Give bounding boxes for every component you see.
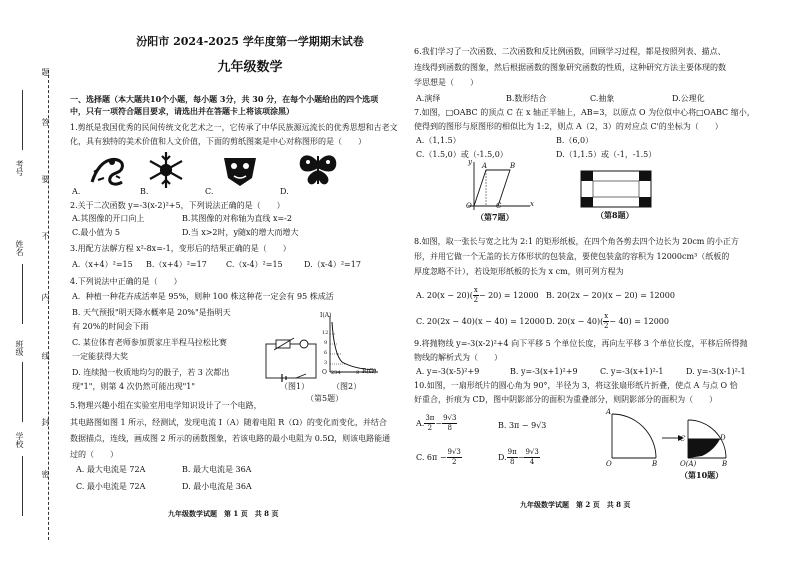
q9-option-a[interactable]: A. y=-3(x-5)²+9: [416, 367, 480, 376]
q10-d-frac2: [524, 448, 539, 467]
q10-label-o: O: [606, 460, 612, 468]
q4-option-d-line1[interactable]: D. 连续抛一枚质地均匀的骰子，若 3 次都出: [72, 368, 230, 377]
binding-char-da: 答: [41, 118, 50, 126]
q3-option-d[interactable]: D.（x-4）²=17: [304, 260, 361, 269]
q2-stem: 2.关于二次函数 y=-3(x-2)²+5，下列说法正确的是（ ）: [70, 201, 285, 210]
q10-a-frac2-den: 8: [447, 424, 453, 432]
binding-char-ti: 题: [41, 68, 50, 76]
q1-option-d[interactable]: D.: [280, 187, 289, 196]
q3-option-b[interactable]: B.（x+4）²=17: [146, 260, 207, 269]
q9-line1: 9.将抛物线 y=-3(x-2)²+4 向下平移 5 个单位长度，再向左平移 3 个单位长度，平移后所得抛: [414, 339, 748, 348]
q5-line3: 数据描点，连线，画成图 2 所示的函数图象，若该电路的最小电阻为 0.5Ω，则该电路能通: [70, 434, 391, 443]
q5-axis-r-label: R(Ω): [362, 368, 377, 375]
q10-line1: 10.如图，一扇形纸片的圆心角为 90°，半径为 3，将这张扇形纸片折叠，使点 A 与点 O 恰: [414, 381, 738, 390]
q1-papercut-mask-icon: [220, 152, 260, 188]
q10-d-frac2-num: 9√3: [525, 448, 539, 456]
q10-figure-caption: （第10题）: [680, 470, 724, 480]
q10-a-frac1-num: 3π: [425, 414, 435, 422]
q8-a-pre: A. 20(x − 20)(: [416, 291, 473, 300]
q10-c-frac-num: 9√3: [447, 448, 461, 456]
q5-fig1-caption: （图1）: [280, 382, 310, 391]
label-xuexiao: 学校: [15, 432, 24, 448]
page2-footer: 九年级数学试题 第 2 页 共 8 页: [520, 500, 631, 509]
q7-label-y: y: [468, 158, 472, 166]
q10-a-frac1: [424, 414, 435, 433]
q1-line1: 1.剪纸是我国优秀的民间传统文化艺术之一，它传承了中华民族源远流长的优秀思想和古老文: [70, 123, 398, 132]
q6-option-c[interactable]: C.抽象: [590, 94, 615, 103]
q5-tick-9: 9: [324, 340, 328, 346]
q10-a-frac2: [442, 414, 457, 433]
binding-char-mi: 密: [41, 470, 50, 478]
q8-option-c[interactable]: C. 20(2x − 40)(x − 40) = 12000: [416, 317, 545, 326]
q9-option-c[interactable]: C. y=-3(x+1)²-1: [600, 367, 664, 376]
q7-label-a: A: [482, 162, 488, 170]
q10-a-frac2-num: 9√3: [443, 414, 457, 422]
q4-stem: 4.下列说法中正确的是（ ）: [70, 277, 182, 286]
q8-a-frac-num: x: [473, 286, 478, 294]
q8-line1: 8.如图，取一张长与宽之比为 2:1 的矩形纸板，在四个角各剪去四个边长为 20cm 的小正方: [414, 237, 739, 246]
q10-d-frac2-den: 4: [529, 458, 535, 466]
q7-label-x: x: [530, 200, 534, 208]
q7-line1: 7.如图，□OABC 的顶点 C 在 x 轴正半轴上，AB=3，以原点 O 为位似中心将□OABC 缩小，: [414, 108, 755, 117]
q4-option-b-line1[interactable]: B. 天气预报"明天降水概率是 20%"是指明天: [72, 308, 231, 317]
q10-option-a[interactable]: [416, 414, 457, 433]
q7-label-c: C: [496, 202, 502, 210]
q4-option-b-line2: 有 20%的时间会下雨: [72, 322, 149, 331]
field-kaohao[interactable]: [22, 90, 23, 150]
q8-a-post: − 20) = 12000: [478, 291, 539, 300]
q1-papercut-butterfly-icon: [296, 150, 340, 188]
label-xingming: 姓名: [15, 240, 24, 256]
q10-label-c: C: [680, 435, 686, 443]
binding-char-bu: 不: [41, 232, 50, 240]
q8-a-frac-den: 2: [473, 296, 479, 304]
q5-tick-6: 6: [324, 350, 328, 356]
q5-line2: 其电路图如图 1 所示，经测试，发现电流 I（A）随着电阻 R（Ω）的变化而变化，并结合: [70, 418, 387, 427]
q7-option-a[interactable]: A.（1,1.5）: [416, 136, 461, 145]
q1-option-b[interactable]: B.: [140, 187, 149, 196]
q2-option-b[interactable]: B.其图像的对称轴为直线 x=-2: [182, 214, 292, 223]
q5-circuit-diagram: [262, 340, 322, 386]
q6-option-a[interactable]: A.演绎: [416, 94, 441, 103]
q6-option-b[interactable]: B.数形结合: [506, 94, 547, 103]
q8-d-post: − 40) = 12000: [609, 317, 669, 326]
q5-axis-i-label: I(A): [320, 312, 332, 319]
q10-option-c[interactable]: [416, 448, 462, 467]
q10-d-pre: D.: [498, 453, 507, 462]
q5-tick-3: 3: [324, 360, 328, 366]
field-banji[interactable]: [22, 362, 23, 422]
q10-d-frac1: [507, 448, 518, 467]
q5-option-c[interactable]: C. 最小电流是 72A: [76, 482, 146, 491]
q8-line2: 形，并用它做一个无盖的长方体形状的包装盒，要使包装盒的容积为 12000cm³（纸板的: [414, 252, 730, 261]
q5-option-b[interactable]: B. 最大电流是 36A: [182, 465, 252, 474]
q6-line2: 连线得到函数的图象，然后根据函数的图象研究函数的性质，这种研究方法主要体现的数: [414, 63, 726, 72]
q5-origin-label: O: [322, 369, 327, 376]
q4-option-a[interactable]: A．种植一种花卉成活率是 95%，则种 100 株这种花一定会有 95 株成活: [72, 292, 334, 301]
q8-d-frac-num: x: [604, 312, 609, 320]
label-banji: 班级: [15, 340, 24, 356]
q1-papercut-dragon-icon: [88, 152, 128, 188]
q4-option-c-line2: 一定能获得大奖: [72, 352, 128, 361]
q5-tick-12: 12: [322, 330, 329, 336]
q3-option-a[interactable]: A.（x+4）²=15: [72, 260, 133, 269]
q2-option-a[interactable]: A.其图像的开口向上: [72, 214, 145, 223]
exam-title: 汾阳市 2024-2025 学年度第一学期期末试卷: [136, 35, 364, 48]
q10-a-pre: A.: [416, 419, 425, 428]
q10-label-oa: O(A): [680, 460, 697, 468]
q10-line2: 好重合，折痕为 CD，图中阴影部分的面积为重叠部分，则阴影部分的面积为（ ）: [414, 395, 718, 404]
q7-option-c[interactable]: C.（1.5,0）或（-1.5,0）: [416, 150, 508, 159]
q5-line1: 5.物理兴趣小组在实验室用电学知识设计了一个电路，: [70, 401, 262, 410]
q6-line3: 学思想是（ ）: [414, 78, 478, 87]
q9-option-d[interactable]: D. y=-3(x-1)²-1: [686, 367, 746, 376]
q7-label-b: B: [510, 162, 516, 170]
q9-line2: 物线的解析式为（ ）: [414, 353, 502, 362]
q6-line1: 6.我们学习了一次函数、二次函数和反比例函数，回顾学习过程，都是按照列表、描点、: [414, 47, 726, 56]
q10-c-frac-den: 2: [451, 458, 457, 466]
field-xuexiao[interactable]: [22, 456, 23, 516]
section-heading-line2: 中，只有一项符合题目要求，请选出并在答题卡上将该项涂黑）: [70, 106, 294, 116]
q7-option-d[interactable]: D.（1,1.5）或（-1，-1.5）: [556, 150, 657, 159]
q4-option-d-line2: 现"1"，则第 4 次仍然可能出现"1": [72, 382, 196, 391]
binding-char-xian: 线: [41, 352, 50, 360]
q10-label-b: B: [652, 460, 658, 468]
q1-option-a[interactable]: A.: [72, 187, 81, 196]
q7-label-o: O: [466, 202, 472, 210]
q9-option-b[interactable]: B. y=-3(x+1)²+9: [510, 367, 578, 376]
q10-label-b2: B: [722, 460, 728, 468]
q2-option-d[interactable]: D.当 x>2时，y随x的增大而增大: [182, 228, 299, 237]
q10-c-frac: [447, 448, 462, 467]
q5-figure-caption: （第5题）: [306, 394, 344, 403]
q3-option-c[interactable]: C.（x-4）²=15: [226, 260, 283, 269]
q7-option-b[interactable]: B.（6,0）: [556, 136, 594, 145]
q10-option-d[interactable]: [498, 448, 540, 467]
q1-line2: 化，具有独特的美术价值和人文价值，下面的剪纸图案是中心对称图形的是（ ）: [70, 137, 366, 146]
page1-footer: 九年级数学试题 第 1 页 共 8 页: [168, 509, 279, 518]
q7-line2: 使得到的图形与原图形的相似比为 1:2，则点 A（2，3）的对应点 C'的坐标为（ ）: [414, 122, 723, 131]
q1-papercut-snowflake-icon: [146, 150, 186, 190]
binding-char-feng: 封: [41, 418, 50, 426]
q5-option-d[interactable]: D. 最小电流是 36A: [182, 482, 252, 491]
field-xingming[interactable]: [22, 264, 23, 324]
exam-subject: 九年级数学: [217, 60, 283, 75]
q7-figure-caption: （第7题）: [476, 212, 514, 222]
q2-option-c[interactable]: C.最小值为 5: [72, 228, 121, 237]
q5-fig2-caption: （图2）: [332, 382, 362, 391]
q10-label-a: A: [606, 408, 612, 416]
q6-option-d[interactable]: D.公理化: [672, 94, 705, 103]
q10-option-b[interactable]: B. 3π − 9√3: [498, 421, 547, 430]
binding-char-nei: 内: [41, 293, 50, 301]
q8-d-frac-den: 2: [603, 322, 609, 330]
q8-line3: 厚度忽略不计），若设矩形纸板的长为 x cm，则可列方程为: [414, 267, 624, 276]
q5-ticks-x: 234: [331, 370, 341, 376]
q8-option-a[interactable]: [416, 286, 539, 305]
q10-a-mid: −: [435, 419, 443, 428]
q5-option-a[interactable]: A. 最大电流是 72A: [76, 465, 146, 474]
q8-option-d[interactable]: [546, 312, 669, 331]
q10-d-mid: −: [517, 453, 525, 462]
section-heading-line1: 一、选择题（本大题共10个小题，每小题 3分，共 30 分，在每个小题给出的四个选项: [70, 94, 379, 104]
q3-stem: 3.用配方法解方程 x²-8x=-1，变形后的结果正确的是（ ）: [70, 244, 291, 253]
q5-line4: 过的（ ）: [70, 450, 118, 459]
q8-box-net-figure: [580, 170, 652, 210]
q10-label-d: D: [720, 434, 726, 442]
q8-d-pre: D. 20(x − 40)(: [546, 317, 604, 326]
q10-a-frac1-den: 2: [427, 424, 433, 432]
q10-d-frac1-den: 8: [509, 458, 515, 466]
q8-figure-caption: （第8题）: [596, 210, 634, 220]
q8-option-b[interactable]: B. 20(2x − 20)(x − 20) = 12000: [546, 291, 675, 300]
q10-c-pre: C. 6π −: [416, 453, 447, 462]
q5-tick-x9: 9: [356, 370, 360, 376]
q1-option-c[interactable]: C.: [205, 187, 214, 196]
q10-d-frac1-num: 9π: [507, 448, 517, 456]
label-kaohao: 考号: [15, 160, 24, 176]
q4-option-c-line1[interactable]: C. 某位体育老师参加贾家庄半程马拉松比赛: [72, 338, 227, 347]
binding-char-yao: 要: [41, 175, 50, 183]
